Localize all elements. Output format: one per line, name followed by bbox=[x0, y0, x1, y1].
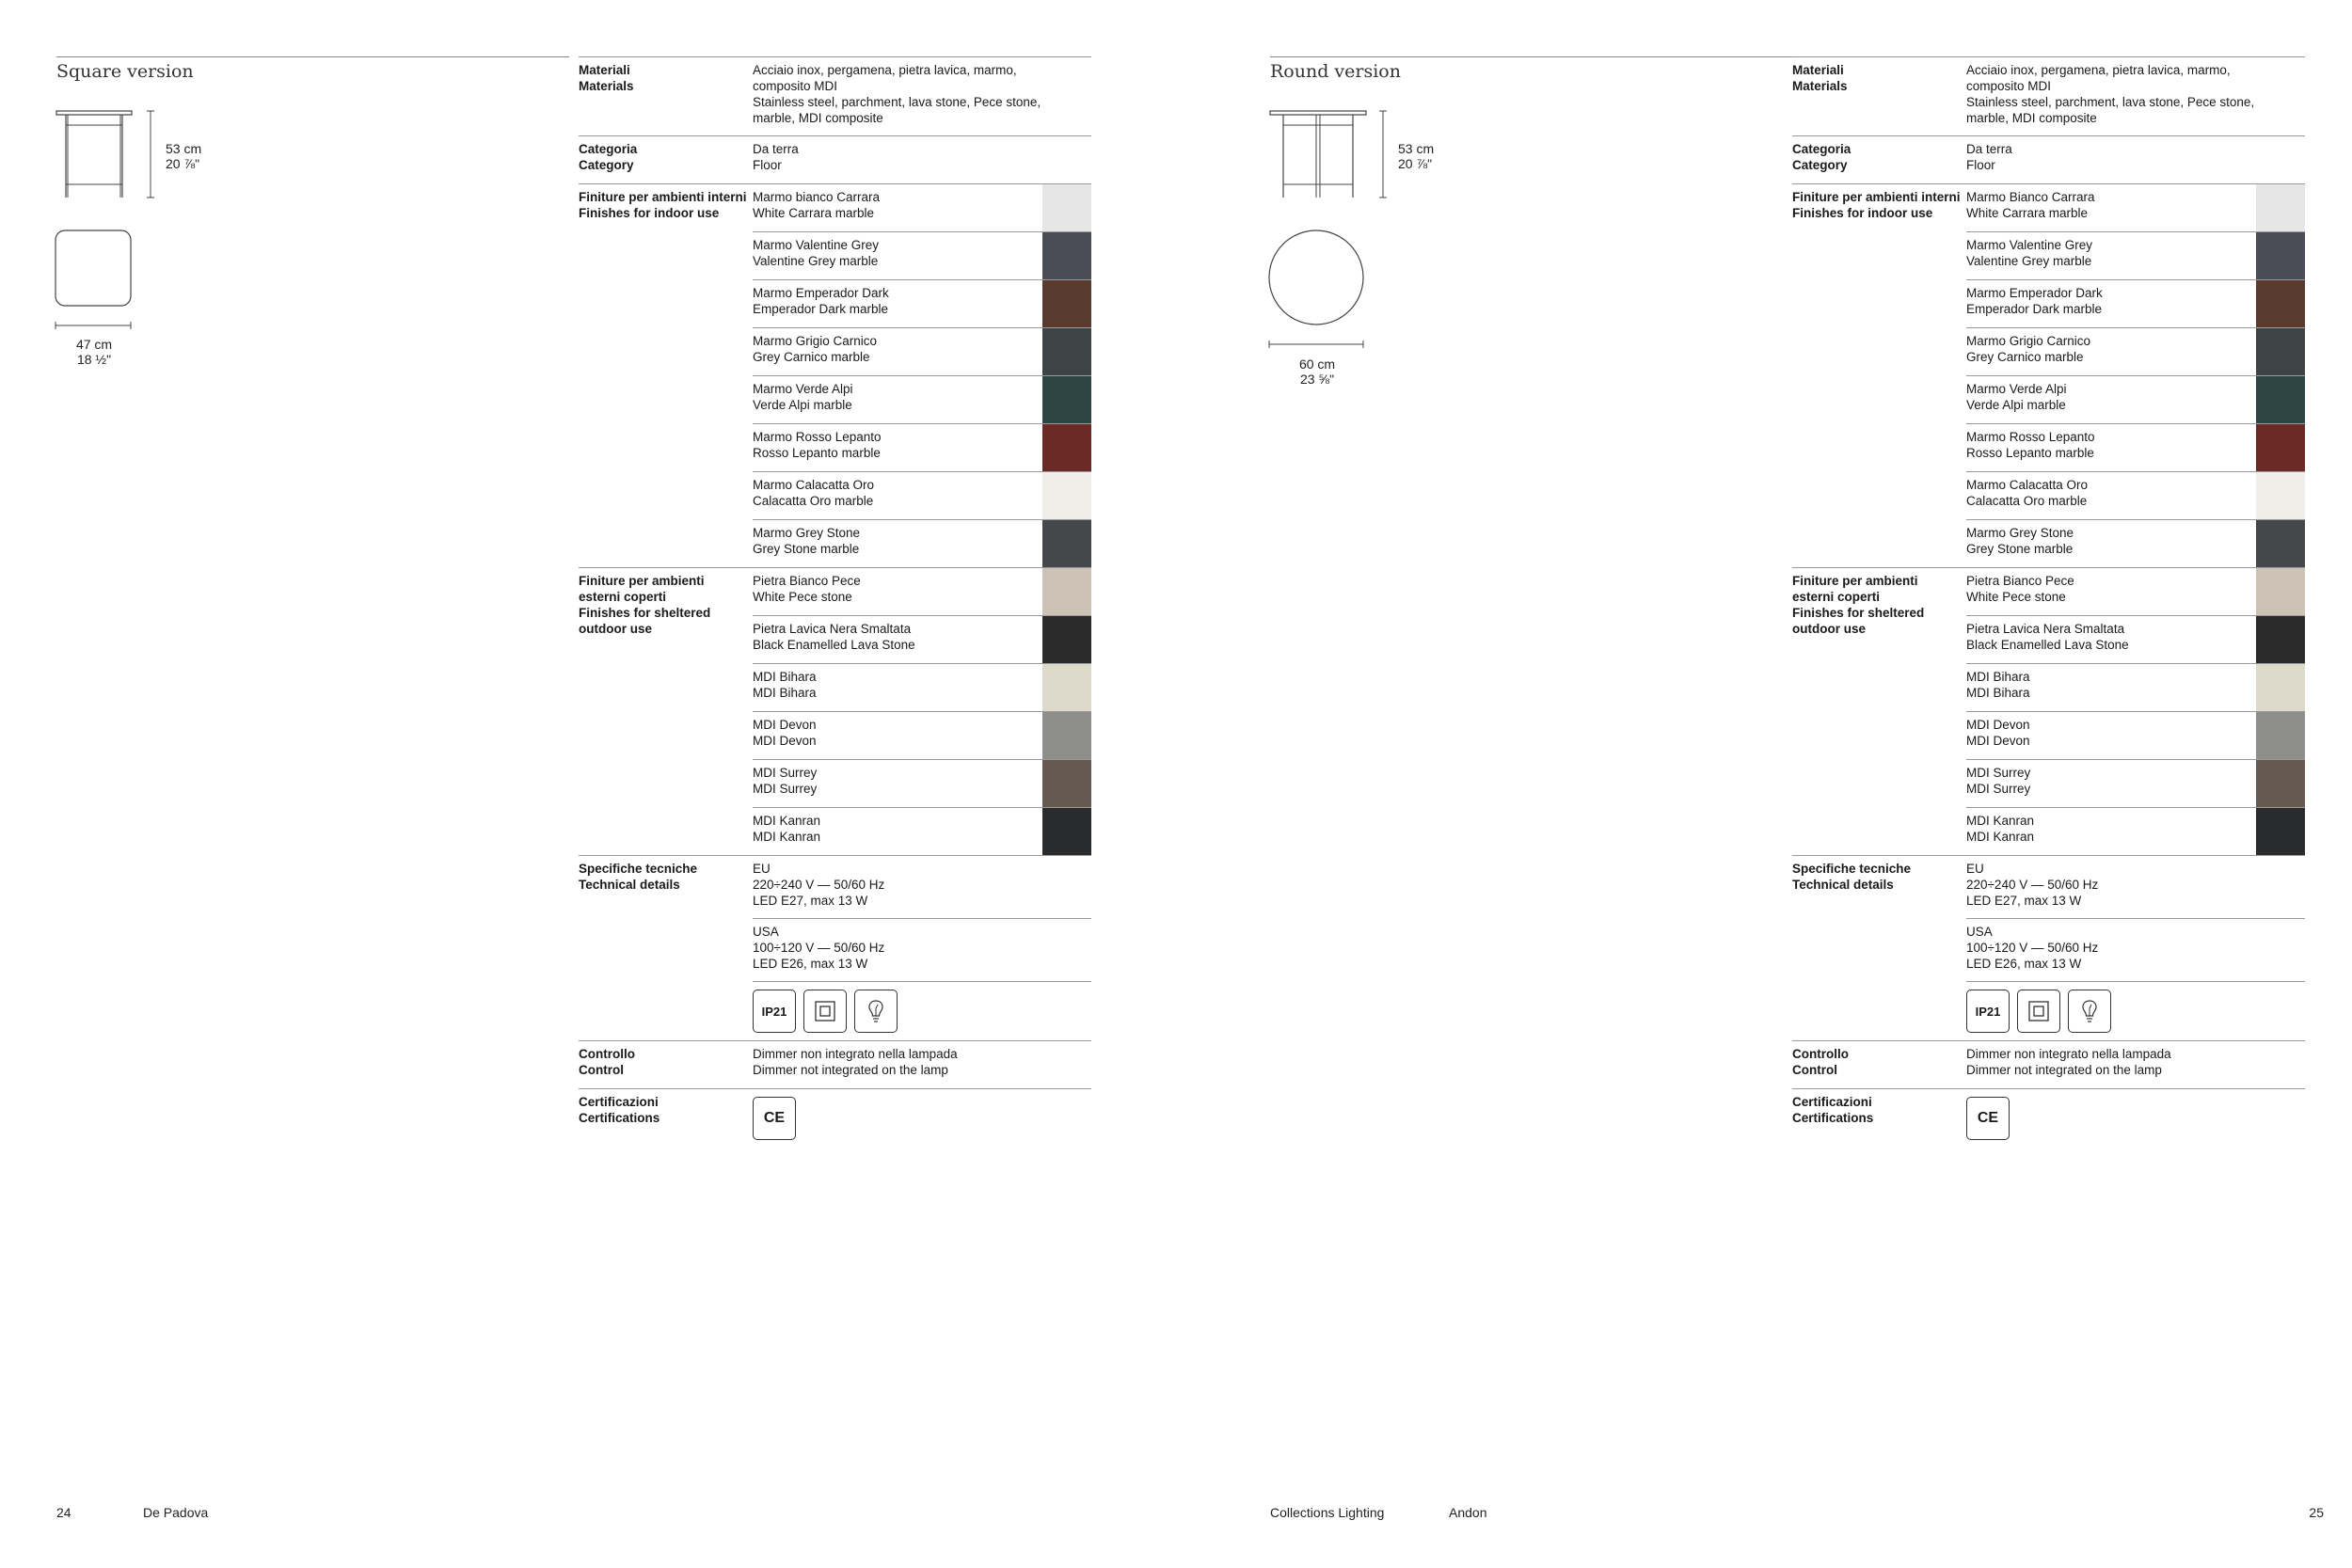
finish-text bbox=[1966, 568, 2256, 615]
outdoor-finishes-row bbox=[579, 567, 1091, 855]
indoor-finishes-list bbox=[753, 184, 1091, 567]
cert-icons bbox=[1966, 1089, 2010, 1148]
finish-swatch bbox=[1042, 184, 1091, 231]
value-line: LED E26, max 13 W bbox=[753, 957, 868, 971]
finish-swatch bbox=[1042, 328, 1091, 375]
finish-text bbox=[753, 520, 1042, 567]
finish-swatch bbox=[2256, 376, 2305, 423]
row-label bbox=[1792, 1041, 1966, 1088]
label-line: Controllo bbox=[1792, 1047, 1849, 1061]
control-values bbox=[1966, 1041, 2305, 1088]
right-page bbox=[1214, 0, 2352, 1568]
finish-name-it: MDI Bihara bbox=[753, 670, 817, 684]
value-item bbox=[1966, 136, 2305, 183]
finish-item bbox=[753, 711, 1091, 759]
icon-row bbox=[1966, 982, 2111, 1040]
value-line: USA bbox=[753, 925, 779, 939]
value-line: Floor bbox=[1966, 158, 1995, 172]
finish-name-en: Verde Alpi marble bbox=[753, 398, 852, 412]
finish-item bbox=[1966, 231, 2305, 279]
finish-swatch bbox=[2256, 808, 2305, 855]
label-line: Certificazioni bbox=[1792, 1095, 1872, 1109]
value-text bbox=[753, 919, 1091, 981]
finish-item bbox=[753, 184, 1091, 231]
row-label bbox=[579, 856, 753, 1040]
value-text bbox=[1966, 919, 2305, 981]
finish-text bbox=[753, 808, 1042, 855]
finish-swatch bbox=[2256, 520, 2305, 567]
materials-values bbox=[1966, 57, 2305, 135]
finish-name-en: Black Enamelled Lava Stone bbox=[1966, 638, 2129, 652]
row-label bbox=[1792, 856, 1966, 1040]
finish-name-en: MDI Surrey bbox=[753, 782, 818, 796]
finish-name-it: Pietra Lavica Nera Smaltata bbox=[1966, 622, 2125, 636]
finish-name-en: Emperador Dark marble bbox=[1966, 302, 2103, 316]
category-row bbox=[579, 135, 1091, 183]
label-line: Technical details bbox=[1792, 878, 1894, 892]
finish-swatch bbox=[1042, 232, 1091, 279]
finish-item bbox=[1966, 615, 2305, 663]
finish-name-en: MDI Surrey bbox=[1966, 782, 2031, 796]
label-line: outdoor use bbox=[579, 622, 652, 636]
page-number: 25 bbox=[2309, 1505, 2324, 1520]
value-line: 220÷240 V — 50/60 Hz bbox=[753, 878, 885, 892]
control-row bbox=[1792, 1040, 2305, 1088]
width-dimension: 47 cm 18 ½" bbox=[75, 337, 113, 367]
value-line: USA bbox=[1966, 925, 1993, 939]
finish-item bbox=[753, 663, 1091, 711]
finish-name-it: Marmo Verde Alpi bbox=[753, 382, 853, 396]
category-values bbox=[753, 136, 1091, 183]
ce-mark-icon: CE bbox=[1966, 1097, 2010, 1140]
finish-name-en: MDI Bihara bbox=[1966, 686, 2030, 700]
finish-swatch bbox=[2256, 472, 2305, 519]
finish-text bbox=[1966, 184, 2256, 231]
section-name: Collections Lighting bbox=[1270, 1505, 1385, 1520]
control-values bbox=[753, 1041, 1091, 1088]
row-label bbox=[579, 1041, 753, 1088]
value-line: Dimmer non integrato nella lampada bbox=[1966, 1047, 2171, 1061]
finish-item bbox=[1966, 423, 2305, 471]
finish-name-en: Grey Carnico marble bbox=[1966, 350, 2084, 364]
row-label bbox=[579, 136, 753, 183]
label-line: Finishes for indoor use bbox=[1792, 206, 1933, 220]
value-line: Dimmer not integrated on the lamp bbox=[753, 1063, 948, 1077]
value-line: Dimmer non integrato nella lampada bbox=[753, 1047, 958, 1061]
value-line: 100÷120 V — 50/60 Hz bbox=[1966, 941, 2099, 955]
outdoor-finishes-list bbox=[753, 568, 1091, 855]
led-bulb-icon bbox=[854, 990, 898, 1033]
spec-table bbox=[1792, 56, 2305, 1148]
label-line: Finiture per ambienti interni bbox=[1792, 190, 1961, 204]
value-line: Da terra bbox=[1966, 142, 2012, 156]
finish-swatch bbox=[1042, 280, 1091, 327]
finish-swatch bbox=[2256, 760, 2305, 807]
finish-text bbox=[753, 568, 1042, 615]
label-line: Controllo bbox=[579, 1047, 635, 1061]
finish-item bbox=[753, 423, 1091, 471]
finish-name-it: Marmo Verde Alpi bbox=[1966, 382, 2067, 396]
finish-swatch bbox=[1042, 376, 1091, 423]
cert-icons bbox=[753, 1089, 796, 1148]
finish-name-it: MDI Bihara bbox=[1966, 670, 2030, 684]
finish-item bbox=[1966, 663, 2305, 711]
label-line: Finiture per ambienti bbox=[1792, 574, 1918, 588]
finish-text bbox=[1966, 616, 2256, 663]
finish-name-en: Emperador Dark marble bbox=[753, 302, 889, 316]
finish-swatch bbox=[2256, 424, 2305, 471]
finish-name-en: White Pece stone bbox=[1966, 590, 2066, 604]
value-text bbox=[1966, 57, 2305, 135]
control-row bbox=[579, 1040, 1091, 1088]
finish-item bbox=[1966, 759, 2305, 807]
finish-text bbox=[1966, 424, 2256, 471]
row-label bbox=[1792, 1089, 1966, 1148]
label-line: Specifiche tecniche bbox=[579, 862, 698, 876]
finish-item bbox=[753, 231, 1091, 279]
label-line: esterni coperti bbox=[579, 590, 667, 604]
finish-item bbox=[753, 519, 1091, 567]
finish-swatch bbox=[2256, 568, 2305, 615]
label-line: Control bbox=[579, 1063, 624, 1077]
finish-swatch bbox=[1042, 424, 1091, 471]
finish-text bbox=[1966, 280, 2256, 327]
finish-name-en: Calacatta Oro marble bbox=[1966, 494, 2088, 508]
label-line: Materials bbox=[579, 79, 634, 93]
height-dimension: 53 cm 20 ⅞" bbox=[1398, 141, 1435, 171]
finish-name-it: Marmo Grigio Carnico bbox=[753, 334, 878, 348]
value-item bbox=[1966, 1089, 2305, 1148]
category-values bbox=[1966, 136, 2305, 183]
finish-name-it: Marmo Calacatta Oro bbox=[1966, 478, 2089, 492]
finish-item bbox=[1966, 807, 2305, 855]
finish-item bbox=[753, 471, 1091, 519]
finish-text bbox=[753, 280, 1042, 327]
technical-icons bbox=[753, 981, 1091, 1040]
finish-name-it: MDI Surrey bbox=[753, 766, 818, 780]
label-line: Certifications bbox=[1792, 1111, 1874, 1125]
label-line: Certificazioni bbox=[579, 1095, 659, 1109]
row-label bbox=[1792, 184, 1966, 567]
technical-row bbox=[1792, 855, 2305, 1040]
finish-text bbox=[753, 712, 1042, 759]
eu-specs bbox=[753, 856, 1091, 918]
finish-item bbox=[1966, 279, 2305, 327]
row-label bbox=[1792, 568, 1966, 855]
finish-name-en: Valentine Grey marble bbox=[1966, 254, 2092, 268]
finish-item bbox=[753, 759, 1091, 807]
finish-text bbox=[753, 424, 1042, 471]
indoor-finishes-row bbox=[579, 183, 1091, 567]
row-label bbox=[1792, 57, 1966, 135]
value-line: LED E27, max 13 W bbox=[1966, 894, 2082, 908]
label-line: Finishes for sheltered bbox=[1792, 606, 1925, 620]
finish-text bbox=[753, 328, 1042, 375]
value-line: Acciaio inox, pergamena, pietra lavica, marmo, bbox=[1966, 63, 2231, 77]
ip21-icon: IP21 bbox=[753, 990, 796, 1033]
certifications-row bbox=[579, 1088, 1091, 1148]
technical-values bbox=[1966, 856, 2305, 1040]
finish-name-it: Marmo bianco Carrara bbox=[753, 190, 881, 204]
finish-swatch bbox=[1042, 568, 1091, 615]
finish-name-it: Pietra Bianco Pece bbox=[1966, 574, 2074, 588]
finish-name-it: Marmo Emperador Dark bbox=[753, 286, 889, 300]
value-text bbox=[1966, 1041, 2305, 1088]
led-bulb-icon bbox=[2068, 990, 2111, 1033]
value-text bbox=[1966, 856, 2305, 918]
label-line: Materiali bbox=[1792, 63, 1844, 77]
finish-swatch bbox=[1042, 712, 1091, 759]
finish-text bbox=[1966, 520, 2256, 567]
value-item bbox=[753, 1089, 1091, 1148]
finish-item bbox=[1966, 471, 2305, 519]
finish-text bbox=[753, 760, 1042, 807]
finish-text bbox=[753, 184, 1042, 231]
finish-name-en: Grey Stone marble bbox=[753, 542, 860, 556]
outdoor-finishes-row bbox=[1792, 567, 2305, 855]
finish-item bbox=[1966, 327, 2305, 375]
finish-name-en: MDI Kanran bbox=[1966, 830, 2035, 844]
ip21-icon: IP21 bbox=[1966, 990, 2010, 1033]
indoor-finishes-list bbox=[1966, 184, 2305, 567]
label-line: esterni coperti bbox=[1792, 590, 1881, 604]
finish-name-it: Marmo Rosso Lepanto bbox=[753, 430, 882, 444]
finish-name-it: MDI Kanran bbox=[1966, 814, 2035, 828]
value-text bbox=[753, 57, 1091, 135]
finish-name-it: MDI Devon bbox=[1966, 718, 2030, 732]
value-line: composito MDI bbox=[1966, 79, 2052, 93]
label-line: Technical details bbox=[579, 878, 680, 892]
value-line: Stainless steel, parchment, lava stone, Pece stone, bbox=[1966, 95, 2255, 109]
label-line: Finishes for indoor use bbox=[579, 206, 720, 220]
certifications-values bbox=[753, 1089, 1091, 1148]
materials-row bbox=[1792, 56, 2305, 135]
finish-text bbox=[1966, 664, 2256, 711]
finish-swatch bbox=[2256, 712, 2305, 759]
label-line: Control bbox=[1792, 1063, 1837, 1077]
value-line: Da terra bbox=[753, 142, 799, 156]
finish-name-en: Grey Stone marble bbox=[1966, 542, 2074, 556]
finish-item bbox=[753, 375, 1091, 423]
technical-values bbox=[753, 856, 1091, 1040]
value-line: EU bbox=[1966, 862, 1984, 876]
row-label bbox=[579, 184, 753, 567]
finish-text bbox=[1966, 760, 2256, 807]
finish-text bbox=[753, 376, 1042, 423]
finish-name-en: Black Enamelled Lava Stone bbox=[753, 638, 915, 652]
indoor-finishes-row bbox=[1792, 183, 2305, 567]
finish-text bbox=[1966, 712, 2256, 759]
usa-specs bbox=[1966, 918, 2305, 981]
label-line: Finiture per ambienti interni bbox=[579, 190, 747, 204]
finish-text bbox=[1966, 232, 2256, 279]
value-line: 220÷240 V — 50/60 Hz bbox=[1966, 878, 2099, 892]
category-row bbox=[1792, 135, 2305, 183]
finish-name-en: Rosso Lepanto marble bbox=[1966, 446, 2094, 460]
value-line: marble, MDI composite bbox=[753, 111, 883, 125]
finish-name-en: White Carrara marble bbox=[1966, 206, 2089, 220]
certifications-row bbox=[1792, 1088, 2305, 1148]
finish-swatch bbox=[1042, 472, 1091, 519]
finish-name-it: Marmo Valentine Grey bbox=[753, 238, 880, 252]
finish-name-it: MDI Devon bbox=[753, 718, 817, 732]
finish-name-en: White Carrara marble bbox=[753, 206, 875, 220]
finish-text bbox=[753, 232, 1042, 279]
finish-name-en: MDI Kanran bbox=[753, 830, 821, 844]
value-item bbox=[753, 136, 1091, 183]
width-dimension: 60 cm 23 ⅝" bbox=[1298, 356, 1336, 387]
finish-item bbox=[1966, 375, 2305, 423]
materials-row bbox=[579, 56, 1091, 135]
finish-swatch bbox=[1042, 616, 1091, 663]
usa-specs bbox=[753, 918, 1091, 981]
finish-name-it: Pietra Bianco Pece bbox=[753, 574, 861, 588]
value-line: LED E27, max 13 W bbox=[753, 894, 868, 908]
finish-name-en: Rosso Lepanto marble bbox=[753, 446, 881, 460]
finish-item bbox=[1966, 711, 2305, 759]
height-dimension: 53 cm 20 ⅞" bbox=[166, 141, 202, 171]
row-label bbox=[579, 568, 753, 855]
finish-item bbox=[753, 568, 1091, 615]
value-line: 100÷120 V — 50/60 Hz bbox=[753, 941, 885, 955]
finish-name-it: Marmo Bianco Carrara bbox=[1966, 190, 2095, 204]
finish-name-en: MDI Devon bbox=[753, 734, 817, 748]
square-top-drawing bbox=[55, 230, 135, 333]
finish-swatch bbox=[2256, 184, 2305, 231]
value-text bbox=[753, 1041, 1091, 1088]
value-item bbox=[1966, 57, 2305, 135]
label-line: Finiture per ambienti bbox=[579, 574, 705, 588]
finish-name-it: Marmo Valentine Grey bbox=[1966, 238, 2093, 252]
finish-name-en: MDI Devon bbox=[1966, 734, 2030, 748]
value-line: EU bbox=[753, 862, 771, 876]
eu-specs bbox=[1966, 856, 2305, 918]
value-item bbox=[753, 1041, 1091, 1088]
finish-name-en: Valentine Grey marble bbox=[753, 254, 879, 268]
finish-name-en: White Pece stone bbox=[753, 590, 852, 604]
label-line: Categoria bbox=[1792, 142, 1851, 156]
value-text bbox=[1966, 136, 2305, 183]
finish-item bbox=[1966, 519, 2305, 567]
label-line: Category bbox=[1792, 158, 1848, 172]
value-line: marble, MDI composite bbox=[1966, 111, 2097, 125]
round-side-drawing bbox=[1268, 109, 1391, 203]
product-name: Andon bbox=[1449, 1505, 1487, 1520]
finish-item bbox=[753, 615, 1091, 663]
finish-name-en: Grey Carnico marble bbox=[753, 350, 870, 364]
value-line: composito MDI bbox=[753, 79, 838, 93]
finish-text bbox=[1966, 472, 2256, 519]
outdoor-finishes-list bbox=[1966, 568, 2305, 855]
finish-name-it: Marmo Calacatta Oro bbox=[753, 478, 875, 492]
value-line: Stainless steel, parchment, lava stone, Pece stone, bbox=[753, 95, 1041, 109]
finish-name-it: Marmo Grigio Carnico bbox=[1966, 334, 2091, 348]
finish-item bbox=[753, 327, 1091, 375]
materials-values bbox=[753, 57, 1091, 135]
finish-swatch bbox=[2256, 328, 2305, 375]
finish-name-it: Marmo Grey Stone bbox=[753, 526, 861, 540]
value-item bbox=[1966, 1041, 2305, 1088]
value-item bbox=[753, 57, 1091, 135]
square-side-drawing bbox=[55, 109, 158, 203]
finish-text bbox=[753, 616, 1042, 663]
class-ii-icon bbox=[803, 990, 847, 1033]
finish-swatch bbox=[2256, 664, 2305, 711]
finish-swatch bbox=[1042, 760, 1091, 807]
finish-swatch bbox=[1042, 520, 1091, 567]
label-line: Categoria bbox=[579, 142, 638, 156]
finish-text bbox=[1966, 328, 2256, 375]
finish-name-it: Pietra Lavica Nera Smaltata bbox=[753, 622, 912, 636]
finish-text bbox=[753, 664, 1042, 711]
label-line: outdoor use bbox=[1792, 622, 1866, 636]
brand-name: De Padova bbox=[143, 1505, 209, 1520]
version-title: Round version bbox=[1270, 56, 1802, 82]
class-ii-icon bbox=[2017, 990, 2060, 1033]
value-line: Floor bbox=[753, 158, 782, 172]
finish-item bbox=[1966, 184, 2305, 231]
round-top-drawing bbox=[1268, 230, 1368, 352]
value-text bbox=[753, 136, 1091, 183]
label-line: Materiali bbox=[579, 63, 630, 77]
page-number: 24 bbox=[56, 1505, 72, 1520]
finish-text bbox=[753, 472, 1042, 519]
row-label bbox=[1792, 136, 1966, 183]
technical-row bbox=[579, 855, 1091, 1040]
label-line: Category bbox=[579, 158, 634, 172]
finish-swatch bbox=[2256, 280, 2305, 327]
row-label bbox=[579, 1089, 753, 1148]
finish-item bbox=[1966, 568, 2305, 615]
icon-row bbox=[753, 982, 898, 1040]
label-line: Materials bbox=[1792, 79, 1848, 93]
finish-swatch bbox=[1042, 664, 1091, 711]
label-line: Specifiche tecniche bbox=[1792, 862, 1912, 876]
value-text bbox=[753, 856, 1091, 918]
label-line: Finishes for sheltered bbox=[579, 606, 711, 620]
row-label bbox=[579, 57, 753, 135]
technical-icons bbox=[1966, 981, 2305, 1040]
finish-item bbox=[753, 807, 1091, 855]
ce-mark-icon: CE bbox=[753, 1097, 796, 1140]
finish-swatch bbox=[1042, 808, 1091, 855]
finish-name-en: Verde Alpi marble bbox=[1966, 398, 2066, 412]
finish-text bbox=[1966, 808, 2256, 855]
finish-name-en: Calacatta Oro marble bbox=[753, 494, 874, 508]
finish-swatch bbox=[2256, 232, 2305, 279]
version-title: Square version bbox=[56, 56, 569, 82]
finish-name-it: MDI Surrey bbox=[1966, 766, 2031, 780]
finish-swatch bbox=[2256, 616, 2305, 663]
finish-name-it: Marmo Grey Stone bbox=[1966, 526, 2074, 540]
finish-name-it: Marmo Emperador Dark bbox=[1966, 286, 2103, 300]
finish-name-it: Marmo Rosso Lepanto bbox=[1966, 430, 2095, 444]
spec-table bbox=[579, 56, 1091, 1148]
value-line: Dimmer not integrated on the lamp bbox=[1966, 1063, 2162, 1077]
value-line: LED E26, max 13 W bbox=[1966, 957, 2082, 971]
finish-item bbox=[753, 279, 1091, 327]
certifications-values bbox=[1966, 1089, 2305, 1148]
finish-name-en: MDI Bihara bbox=[753, 686, 817, 700]
value-line: Acciaio inox, pergamena, pietra lavica, marmo, bbox=[753, 63, 1017, 77]
label-line: Certifications bbox=[579, 1111, 660, 1125]
finish-name-it: MDI Kanran bbox=[753, 814, 821, 828]
finish-text bbox=[1966, 376, 2256, 423]
